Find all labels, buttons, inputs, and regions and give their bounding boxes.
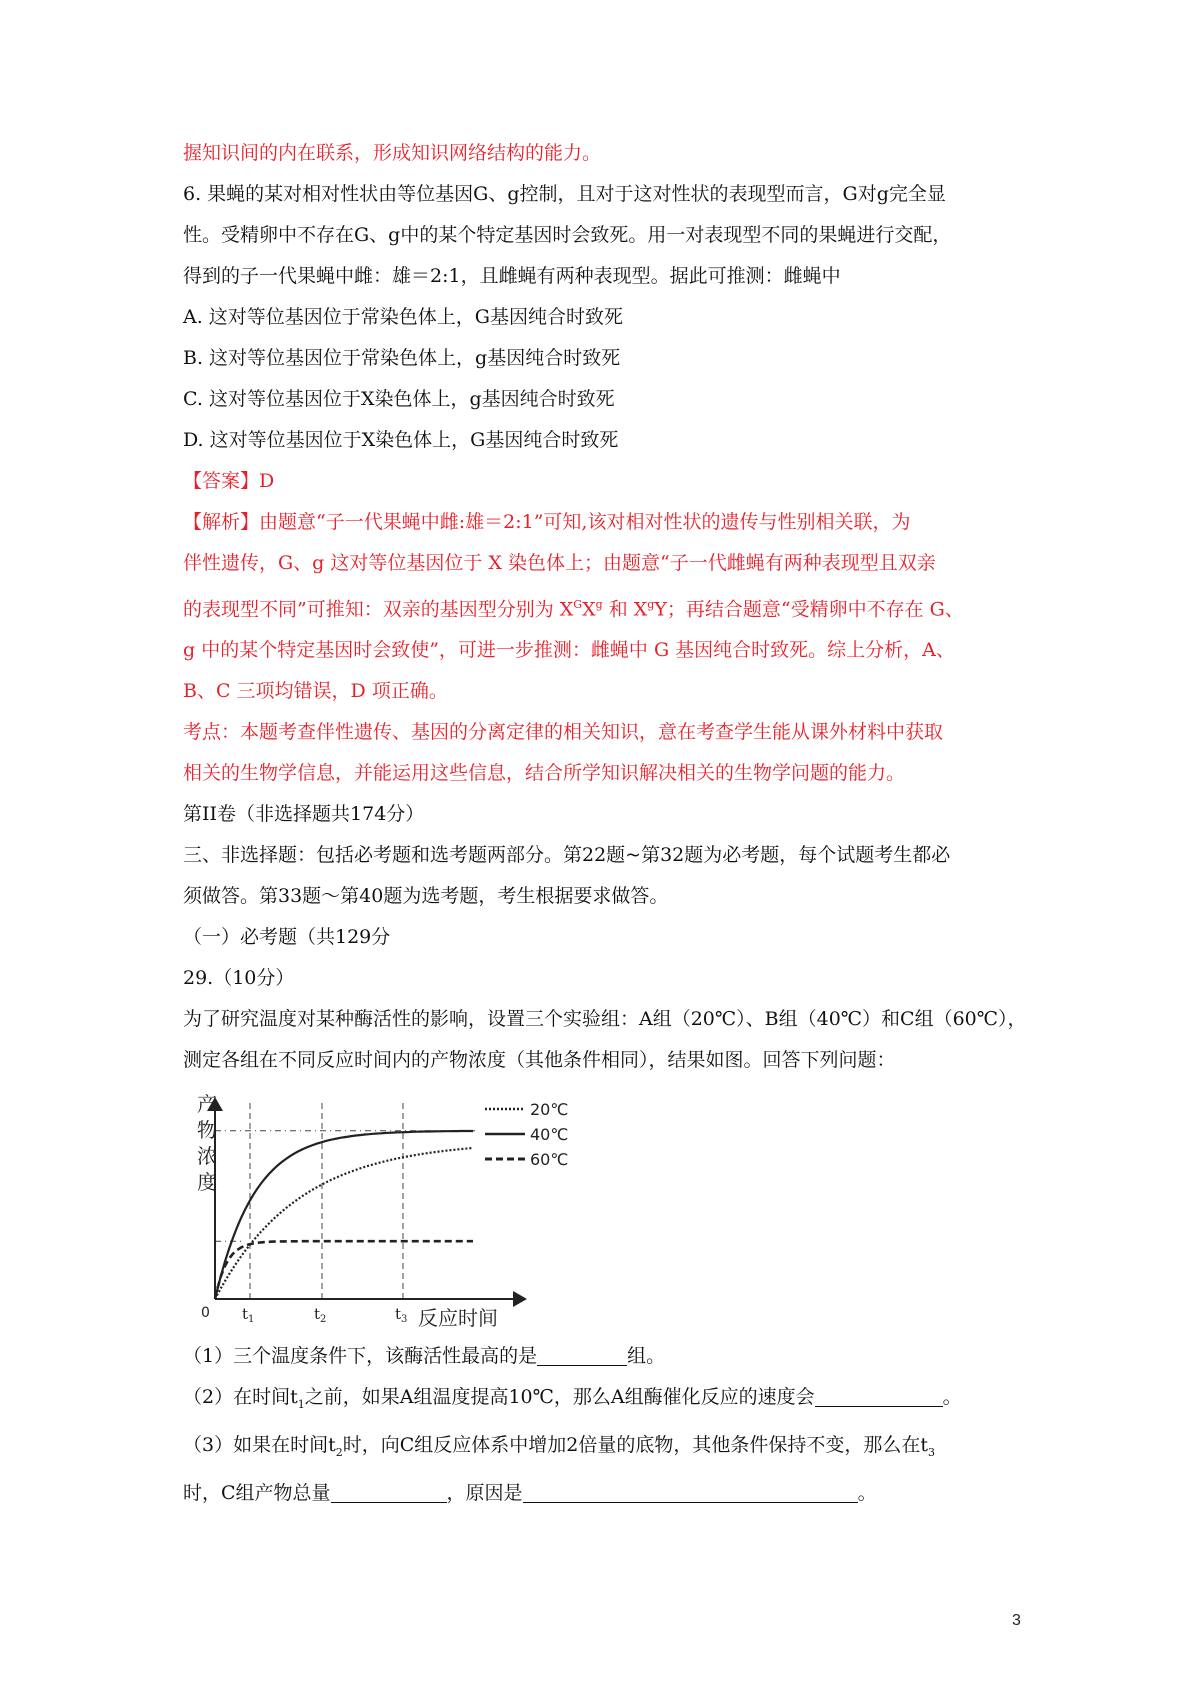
- text-line: 为了研究温度对某种酶活性的影响，设置三个实验组：A组（20℃）、B组（40℃）和C组（60℃），: [183, 1008, 1027, 1031]
- text-line: C. 这对等位基因位于X染色体上，g基因纯合时致死: [183, 388, 615, 410]
- text-line: （一）必考题（共129分: [183, 926, 391, 949]
- text-line: 考点：本题考查伴性遗传、基因的分离定律的相关知识，意在考查学生能从课外材料中获取: [183, 721, 944, 744]
- series-20℃: [215, 1148, 473, 1299]
- chart-svg: [185, 1087, 585, 1327]
- text-line: 6. 果蝇的某对相对性状由等位基因G、g控制，且对于这对性状的表现型而言，G对g完全显: [183, 183, 946, 205]
- text-line: A. 这对等位基因位于常染色体上，G基因纯合时致死: [183, 306, 623, 328]
- text-line: D. 这对等位基因位于X染色体上，G基因纯合时致死: [183, 429, 619, 451]
- text-line: 握知识间的内在联系，形成知识网络结构的能力。: [183, 142, 602, 164]
- answer-blank-2[interactable]: [815, 1384, 943, 1407]
- text-line: 【答案】D: [183, 470, 275, 492]
- analysis-genotype-line: 的表现型不同”可推知：双亲的基因型分别为 $X^GX^g$ 和 $X^gY$；再结合题意“受精卵中不存在 G、: [183, 598, 964, 621]
- tick-label-t3: $t_3$: [395, 1305, 408, 1326]
- page-number: 3: [1012, 1612, 1021, 1629]
- answer-blank-1[interactable]: [537, 1343, 627, 1366]
- text-line: 得到的子一代果蝇中雌：雄＝2:1，且雌蝇有两种表现型。据此可推测：雌蝇中: [183, 265, 841, 287]
- text-line: 三、非选择题：包括必考题和选考题两部分。第22题~第32题为必考题，每个试题考生都必: [183, 844, 951, 867]
- text-line: 【解析】由题意“子一代果蝇中雌:雄＝2:1”可知,该对相对性状的遗传与性别相关联，为: [183, 511, 911, 533]
- text-block-mid: [183, 630, 1033, 1081]
- answer-blank-3a[interactable]: [331, 1480, 447, 1503]
- text-line: 相关的生物学信息，并能运用这些信息，结合所学知识解决相关的生物学问题的能力。: [183, 762, 906, 785]
- legend-label-20℃: 20℃: [530, 1100, 569, 1120]
- answer-blank-3b[interactable]: [523, 1480, 858, 1503]
- legend-label-40℃: 40℃: [530, 1125, 569, 1145]
- text-line: 第II卷（非选择题共174分）: [183, 803, 425, 826]
- question-3-continued: 时，C组产物总量 ，原因是 。: [183, 1481, 877, 1504]
- text-line: B、C 三项均错误，D 项正确。: [183, 680, 448, 703]
- text-line: B. 这对等位基因位于常染色体上，g基因纯合时致死: [183, 347, 621, 369]
- origin-label: 0: [201, 1305, 210, 1322]
- text-line: 测定各组在不同反应时间内的产物浓度（其他条件相同），结果如图。回答下列问题：: [183, 1049, 896, 1072]
- text-line: 性。受精卵中不存在G、g中的某个特定基因时会致死。用一对表现型不同的果蝇进行交配，: [183, 224, 952, 246]
- text-line: 伴性遗传，G、g 这对等位基因位于 X 染色体上；由题意“子一代雌蝇有两种表现型且双亲: [183, 552, 936, 574]
- x-axis-label: 反应时间: [418, 1306, 498, 1328]
- product-concentration-chart: [183, 1087, 1033, 1332]
- exam-page: [183, 133, 1033, 1514]
- y-axis-label: 产物浓度: [197, 1092, 217, 1195]
- tick-label-t1: $t_1$: [242, 1305, 255, 1326]
- question-1: （1）三个温度条件下，该酶活性最高的是 组。: [183, 1345, 666, 1368]
- series-60℃: [215, 1242, 473, 1300]
- text-line: 须做答。第33题～第40题为选考题，考生根据要求做答。: [183, 885, 669, 908]
- text-line: 29.（10分）: [183, 967, 295, 990]
- question-2: （2）在时间$t_1$之前，如果A组温度提高10℃，那么A组酶催化反应的速度会 。: [183, 1386, 962, 1412]
- series-40℃: [215, 1131, 473, 1299]
- tick-label-t2: $t_2$: [314, 1305, 327, 1326]
- text-block-top: [183, 133, 1033, 584]
- question-3: （3）如果在时间$t_2$时，向C组反应体系中增加2倍量的底物，其他条件保持不变，那么在$t_3$: [183, 1434, 935, 1459]
- text-line: g 中的某个特定基因时会致使”，可进一步推测：雌蝇中 G 基因纯合时致死。综上分析，A、: [183, 639, 955, 662]
- legend-label-60℃: 60℃: [530, 1150, 569, 1170]
